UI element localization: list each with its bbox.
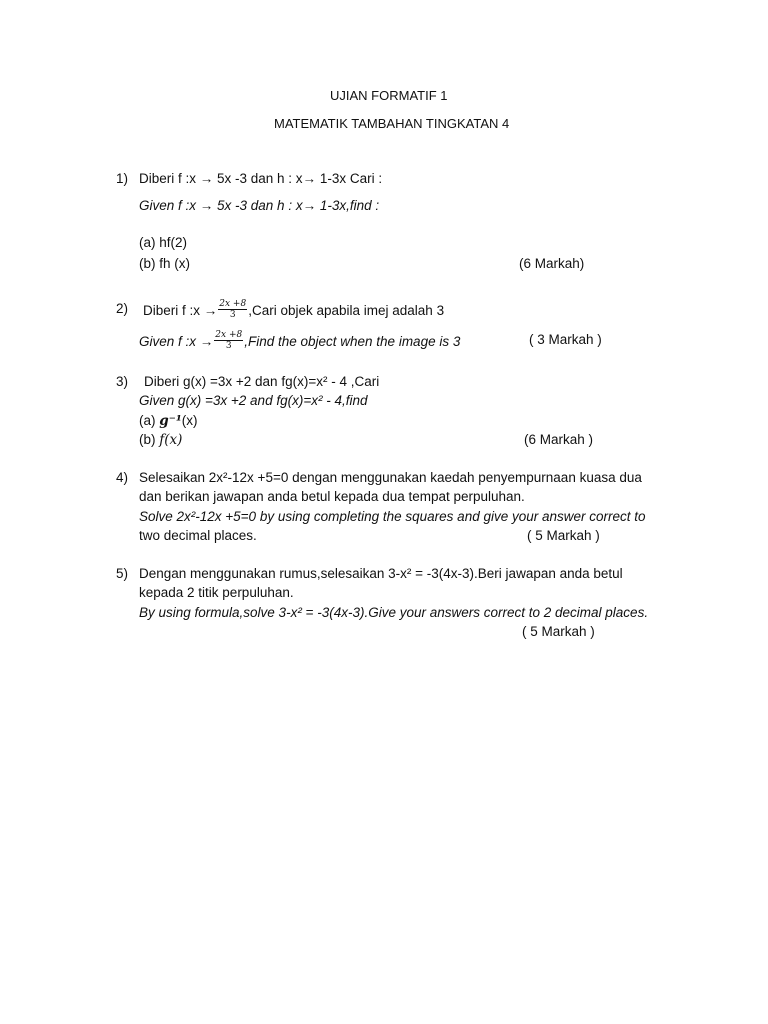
text-pre: Given f :x →: [139, 334, 214, 350]
question-number: 1): [116, 171, 129, 186]
part-b: [139, 432, 182, 448]
fraction-numerator: 2x +8: [219, 299, 247, 309]
question-text-english: Given g(x) =3x +2 and fg(x)=x² - 4,find: [139, 393, 368, 408]
fraction-denominator: 3: [225, 341, 232, 351]
marks-label: ( 5 Markah ): [527, 528, 600, 543]
marks-label: ( 3 Markah ): [529, 332, 602, 347]
question-number: 2): [116, 301, 129, 316]
question-text-malay: Diberi f :x → 5x -3 dan h : x→ 1-3x Cari :: [139, 171, 383, 186]
text-post: ,Cari objek apabila imej adalah 3: [248, 303, 445, 319]
question-text-english-line-1: Solve 2x²-12x +5=0 by using completing the squares and give your answer correct to: [139, 509, 646, 524]
page-title: UJIAN FORMATIF 1: [330, 88, 448, 103]
question-text-malay-line-2: dan berikan jawapan anda betul kepada dua tempat perpuluhan.: [139, 489, 525, 504]
part-b: (b) fh (x): [139, 256, 191, 271]
part-label: (a): [139, 413, 156, 428]
part-label: (b): [139, 432, 156, 447]
part-a: (a) hf(2): [139, 235, 188, 250]
question-text-malay-line-2: kepada 2 titik perpuluhan.: [139, 585, 294, 600]
question-text-english: Given f :x → 5x -3 dan h : x→ 1-3x,find :: [139, 198, 380, 213]
question-text-malay: [143, 301, 444, 322]
question-text-english: [139, 332, 460, 353]
text-post: ,Find the object when the image is 3: [244, 334, 461, 350]
question-text-malay-line-1: Dengan menggunakan rumus,selesaikan 3-x² = -3(4x-3).Beri jawapan anda betul: [139, 566, 623, 581]
inverse-function: g⁻¹: [159, 413, 182, 429]
fraction-denominator: 3: [229, 310, 236, 320]
question-text-malay: Diberi g(x) =3x +2 dan fg(x)=x² - 4 ,Cari: [144, 374, 380, 389]
fraction: [214, 330, 243, 351]
fraction: [218, 299, 247, 320]
question-text-english-line-1: By using formula,solve 3-x² = -3(4x-3).Give your answers correct to 2 decimal places.: [139, 605, 649, 620]
function-expression: f(x): [159, 432, 183, 448]
part-tail: (x): [181, 413, 198, 428]
question-text-english-line-2: two decimal places.: [139, 528, 257, 543]
fraction-numerator: 2x +8: [215, 330, 243, 340]
question-number: 5): [116, 566, 129, 581]
question-number: 3): [116, 374, 129, 389]
page-subtitle: MATEMATIK TAMBAHAN TINGKATAN 4: [274, 116, 510, 131]
marks-label: (6 Markah): [519, 256, 585, 271]
marks-label: (6 Markah ): [524, 432, 594, 447]
question-number: 4): [116, 470, 129, 485]
part-a: [139, 413, 198, 429]
question-text-malay-line-1: Selesaikan 2x²-12x +5=0 dengan menggunakan kaedah penyempurnaan kuasa dua: [139, 470, 642, 485]
marks-label: ( 5 Markah ): [522, 624, 595, 639]
text-pre: Diberi f :x →: [143, 303, 218, 319]
